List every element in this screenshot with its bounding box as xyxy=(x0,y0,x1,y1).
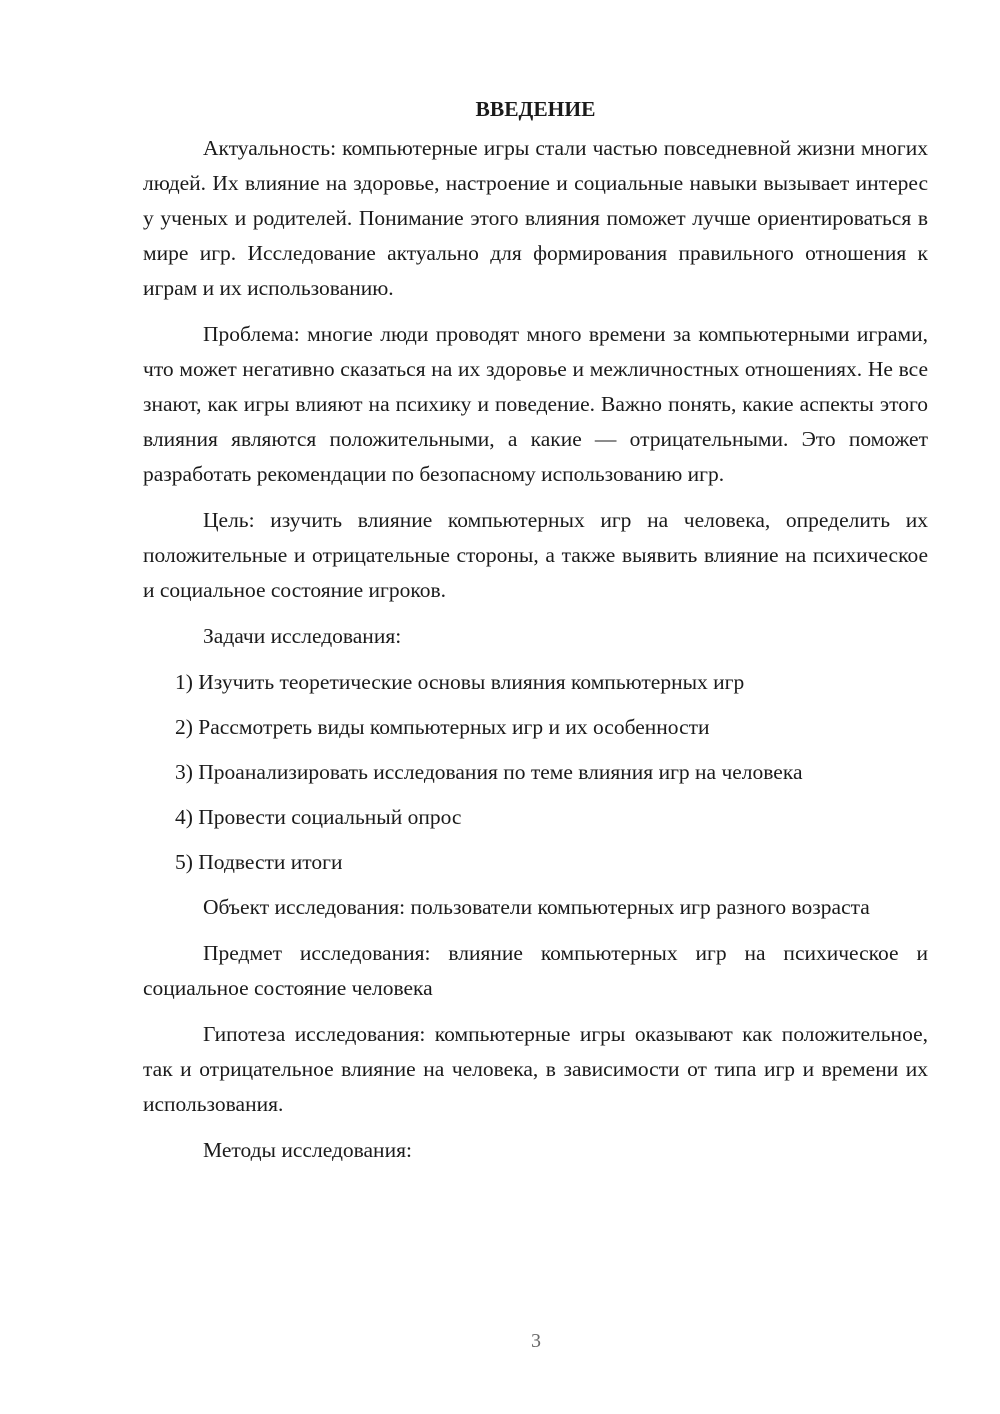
paragraph-tasks-heading: Задачи исследования: xyxy=(203,624,402,648)
paragraph-relevance: Актуальность: компьютерные игры стали частью повседневной жизни многих людей. Их влияние на здоровье, настроение и социальные навыки вызывает интерес у ученых и родителей. Понимание этого влияния поможет лучше ориентироваться в мире игр. Исследование актуально для формирования правильного отношения к играм и их использованию. xyxy=(143,136,928,300)
list-item: 1) Изучить теоретические основы влияния компьютерных игр xyxy=(175,670,745,694)
paragraph-problem: Проблема: многие люди проводят много времени за компьютерными играми, что может негативно сказаться на их здоровье и межличностных отношениях. Не все знают, как игры влияют на психику и поведение. Важно понять, какие аспекты этого влияния являются положительными, а какие — отрицательными. Это поможет разработать рекомендации по безопасному использованию игр. xyxy=(143,322,928,486)
paragraph-hypothesis: Гипотеза исследования: компьютерные игры оказывают как положительное, так и отрицательное влияние на человека, в зависимости от типа игр и времени их использования. xyxy=(143,1022,928,1116)
document-page xyxy=(143,92,928,1179)
page-title: ВВЕДЕНИЕ xyxy=(475,97,596,121)
paragraph-object: Объект исследования: пользователи компьютерных игр разного возраста xyxy=(203,895,870,919)
page-number: 3 xyxy=(531,1330,541,1352)
list-item: 5) Подвести итоги xyxy=(175,850,343,874)
paragraph-subject: Предмет исследования: влияние компьютерных игр на психическое и социальное состояние человека xyxy=(143,941,928,1000)
list-item: 2) Рассмотреть виды компьютерных игр и их особенности xyxy=(175,715,710,739)
list-item: 4) Провести социальный опрос xyxy=(175,805,462,829)
paragraph-goal: Цель: изучить влияние компьютерных игр на человека, определить их положительные и отрицательные стороны, а также выявить влияние на психическое и социальное состояние игроков. xyxy=(143,508,928,602)
list-item: 3) Проанализировать исследования по теме влияния игр на человека xyxy=(175,760,803,784)
paragraph-methods: Методы исследования: xyxy=(203,1138,412,1162)
tasks-list xyxy=(143,665,928,880)
